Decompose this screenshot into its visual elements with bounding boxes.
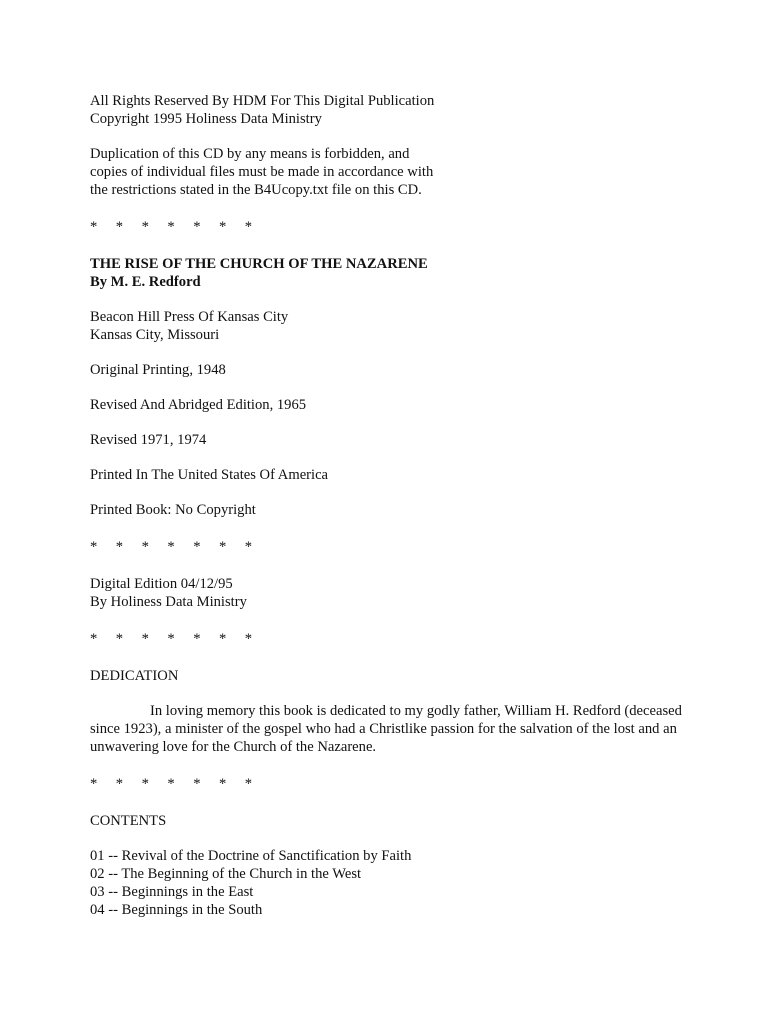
separator-star: * [141,539,149,555]
separator [90,775,710,793]
separator-star: * [167,219,175,235]
title-block [90,255,710,291]
separator-star: * [218,219,227,235]
separator-star: * [141,219,149,235]
separator-star: * [218,776,227,792]
dedication-heading: DEDICATION [90,668,179,684]
separator [90,538,710,556]
separator-star: * [244,631,253,647]
publisher-name: Beacon Hill Press Of Kansas City [90,309,289,325]
separator-star: * [193,539,201,555]
separator-star: * [244,539,253,555]
separator-star: * [244,219,253,235]
separator-star: * [193,631,201,647]
separator-star: * [141,631,149,647]
book-title: THE RISE OF THE CHURCH OF THE NAZARENE [90,256,428,272]
digital-edition: Digital Edition 04/12/95 [90,576,233,592]
copyright-status: Printed Book: No Copyright [90,502,256,518]
separator-star: * [115,539,124,555]
contents-heading: CONTENTS [90,813,167,829]
revised-abridged-edition: Revised And Abridged Edition, 1965 [90,397,307,413]
separator [90,218,710,236]
book-author: By M. E. Redford [90,274,201,290]
rights-line: All Rights Reserved By HDM For This Digital Publication [90,93,435,109]
separator-star: * [167,539,175,555]
separator-star: * [167,776,175,792]
contents-item: 03 -- Beginnings in the East [90,884,254,900]
publisher-block [90,308,710,344]
separator-star: * [115,776,124,792]
printed-in: Printed In The United States Of America [90,467,329,483]
separator-star: * [90,539,98,555]
contents-item: 04 -- Beginnings in the South [90,902,263,918]
notice-line: copies of individual files must be made in accordance with [90,164,434,180]
separator-star: * [244,776,253,792]
digital-edition-by: By Holiness Data Ministry [90,594,247,610]
notice-line: the restrictions stated in the B4Ucopy.txt file on this CD. [90,182,422,198]
separator [90,630,710,648]
separator-star: * [115,631,124,647]
contents-list [90,847,710,919]
rights-block [90,92,710,128]
separator-star: * [193,776,201,792]
separator-star: * [167,631,175,647]
separator-star: * [218,539,227,555]
notice-line: Duplication of this CD by any means is forbidden, and [90,146,410,162]
dedication-text: In loving memory this book is dedicated to my godly father, William H. Redford (deceased since 1923), a minister of the gospel who had a Christlike passion for the salvation of the lost and an unwavering love for the Church of the Nazarene. [90,703,682,755]
separator-star: * [218,631,227,647]
contents-item: 02 -- The Beginning of the Church in the West [90,866,362,882]
copyright-line: Copyright 1995 Holiness Data Ministry [90,111,322,127]
dedication-paragraph [90,702,710,756]
separator-star: * [90,219,98,235]
separator-star: * [193,219,201,235]
original-printing: Original Printing, 1948 [90,362,226,378]
revised-years: Revised 1971, 1974 [90,432,207,448]
digital-edition-block [90,575,710,611]
contents-item: 01 -- Revival of the Doctrine of Sanctification by Faith [90,848,412,864]
notice-block [90,145,710,199]
document-page [90,92,710,919]
separator-star: * [141,776,149,792]
separator-star: * [90,631,98,647]
separator-star: * [115,219,124,235]
separator-star: * [90,776,98,792]
publisher-location: Kansas City, Missouri [90,327,220,343]
